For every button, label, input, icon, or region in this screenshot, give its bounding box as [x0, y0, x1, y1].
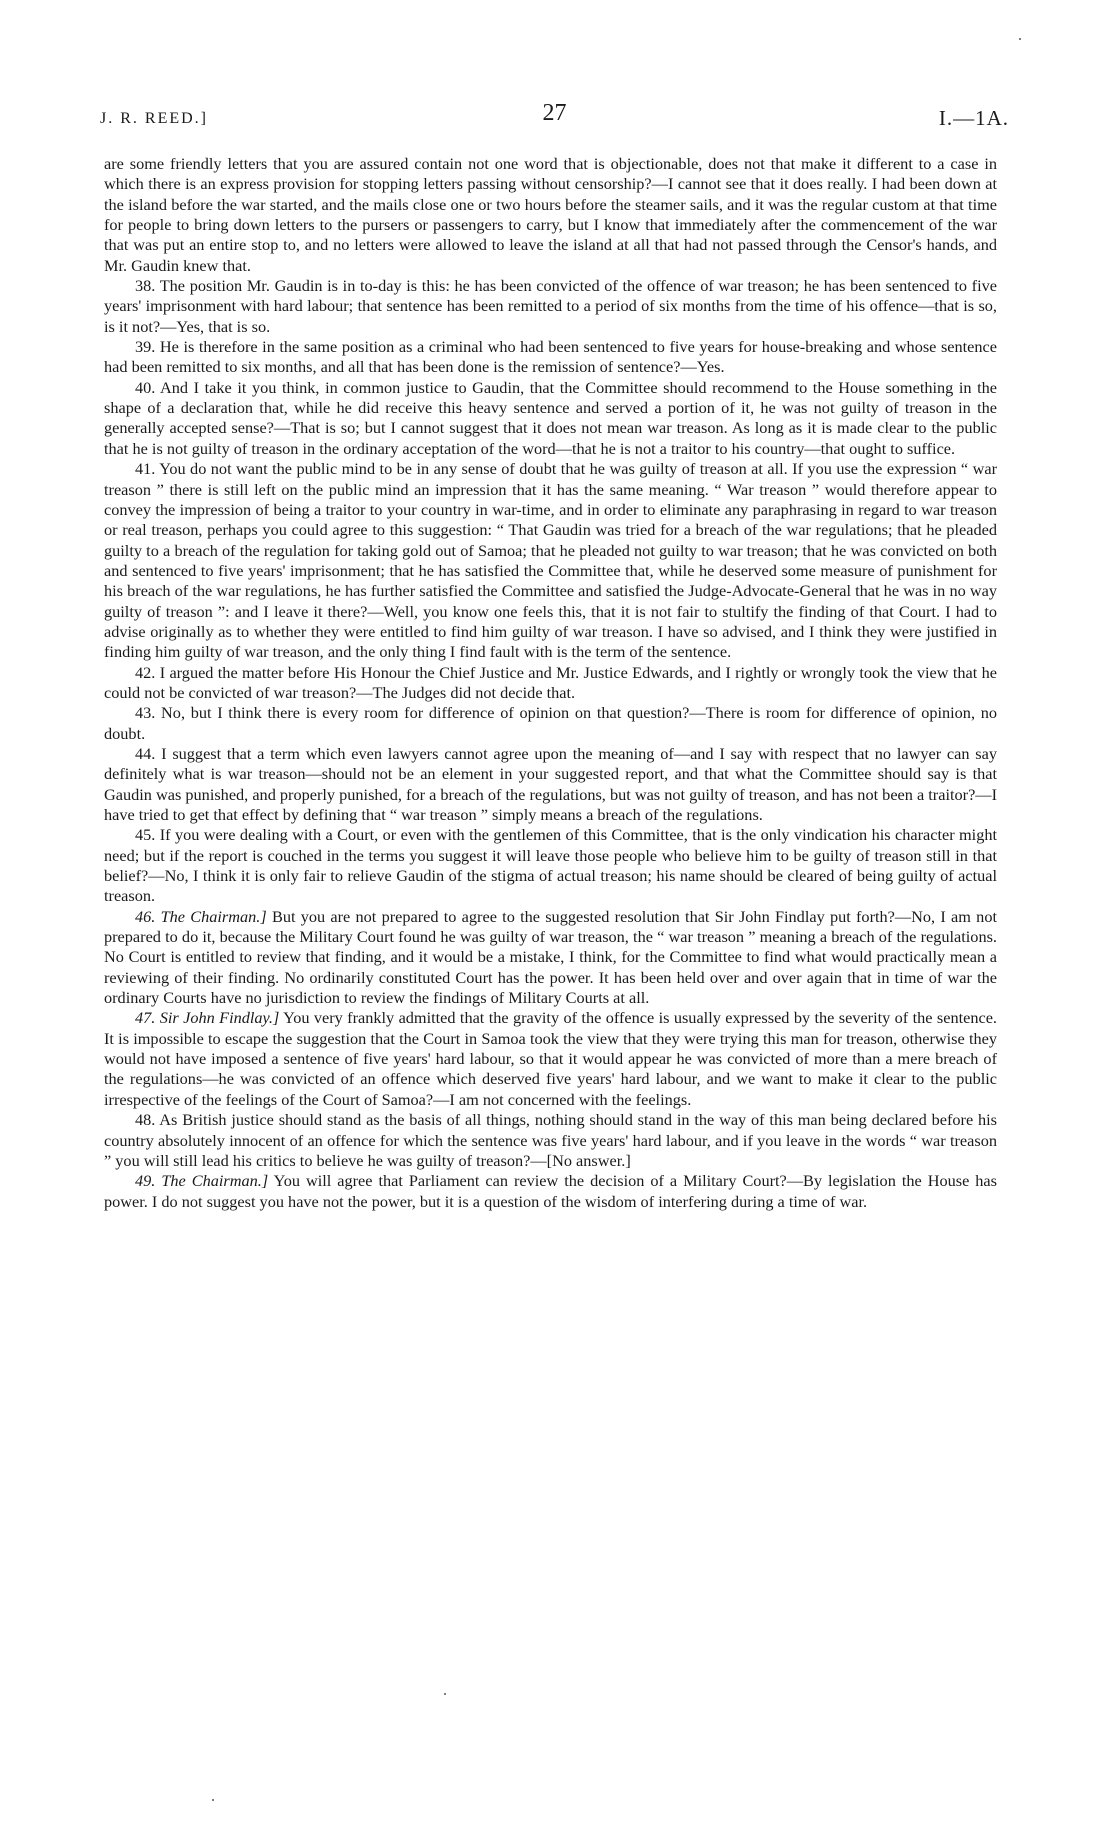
paragraph: 47. Sir John Findlay.] You very frankly admitted that the gravity of the offence is usually expressed by the severity of the sentence. It is impossible to escape the suggestion that the Court in Samoa took the view that they were trying this man for treason, otherwise they would not have imposed a sentence of five years' hard labour, so that it would appear he was convicted of more than a mere breach of the regulations—he was convicted of an offence which deserved five years' hard labour, and we want to make it clear to the public irrespective of the feelings of the Court of Samoa?—I am not concerned with the feelings.	[104, 1008, 997, 1109]
speaker-label: 47. Sir John Findlay.]	[135, 1008, 280, 1028]
page-number: 27	[542, 100, 567, 126]
paragraph: 39. He is therefore in the same position as a criminal who had been sentenced to five years for house-breaking and whose sentence had been remitted to six months, and all that has been done is the remission of sentence?—Yes.	[104, 337, 997, 377]
paragraph: 38. The position Mr. Gaudin is in to-day is this: he has been convicted of the offence of war treason; he has been sentenced to five years' imprisonment with hard labour; that sentence has been remitted to a period of six months from the time of his offence—that is so, is it not?—Yes, that is so.	[104, 276, 997, 336]
paragraph: 48. As British justice should stand as the basis of all things, nothing should stand in the way of this man being declared before his country absolutely innocent of an offence for which the sentence was five years' hard labour, and if you leave in the words “ war treason ” you will still lead his critics to believe he was guilty of treason?—[No answer.]	[104, 1110, 997, 1170]
paragraph: 46. The Chairman.] But you are not prepared to agree to the suggested resolution that Sir John Findlay put forth?—No, I am not prepared to do it, because the Military Court found he was guilty of war treason, the “ war treason ” meaning a breach of the regulations. No Court is entitled to review that finding, and it would be a mistake, I think, for the Committee to find what would practically mean a reviewing of their finding. No ordinarily constituted Court has the power. It has been held over and over again that in time of war the ordinary Courts have no jurisdiction to review the findings of Military Courts at all.	[104, 906, 997, 1008]
paragraph: 49. The Chairman.] You will agree that Parliament can review the decision of a Military Court?—By legislation the House has power. I do not suggest you have not the power, but it is a question of the wisdom of interfering during a time of war.	[104, 1171, 997, 1211]
paragraph: 40. And I take it you think, in common justice to Gaudin, that the Committee should recommend to the House something in the shape of a declaration that, while he did receive this heavy sentence and served a portion of it, he was not guilty of treason in the generally accepted sense?—That is so; but I cannot suggest that it does not mean war treason. As long as it is made clear to the public that he is not guilty of treason in the ordinary acceptation of the word—that he is not a traitor to his country—that ought to suffice.	[104, 377, 997, 458]
document-reference: I.—1A.	[938, 106, 1009, 130]
scan-speck	[444, 1693, 446, 1695]
paragraph: 45. If you were dealing with a Court, or even with the gentlemen of this Committee, that is the only vindication his character might need; but if the report is couched in the terms you suggest it will leave those people who believe him to be guilty of treason still in that belief?—No, I think it is only fair to relieve Gaudin of the stigma of actual treason; his name should be cleared of being guilty of actual treason.	[104, 825, 997, 906]
witness-name: J. R. REED.]	[100, 110, 208, 127]
paragraph: 41. You do not want the public mind to be in any sense of doubt that he was guilty of treason at all. If you use the expression “ war treason ” there is still left on the public mind an impression that it has the same meaning. “ War treason ” would therefore appear to convey the impression of being a traitor to your country in war-time, and in order to eliminate any paraphrasing in regard to war treason or real treason, perhaps you could agree to this suggestion: “ That Gaudin was tried for a breach of the war regulations; that he pleaded guilty to a breach of the regulation for taking gold out of Samoa; that he pleaded not guilty to war treason; that he was convicted on both and sentenced to five years' imprisonment; that he has satisfied the Committee that, while he deserved some measure of punishment for his breach of the war regulations, he has further satisfied the Committee and satisfied the Judge-Advocate-General that he was in no way guilty of treason ”: and I leave it there?—Well, you know one feels this, that it is not fair to stultify the finding of that Court. I had to advise originally as to whether they were entitled to find him guilty of war treason. I have so advised, and I think they were justified in finding him guilty of war treason, and the only thing I find fault with is the term of the sentence.	[104, 459, 997, 662]
paragraph: 44. I suggest that a term which even lawyers cannot agree upon the meaning of—and I say with respect that no lawyer can say definitely what is war treason—should not be an element in your suggested report, and that what the Committee should say is that Gaudin was punished, and properly punished, for a breach of the regulations, but was not guilty of treason, and has not been a traitor?—I have tried to get that effect by defining that “ war treason ” simply means a breach of the regulations.	[104, 743, 997, 824]
scan-speck	[1019, 38, 1021, 40]
document-body	[104, 154, 997, 1212]
speaker-label: 46. The Chairman.]	[135, 906, 267, 926]
speaker-label: 49. The Chairman.]	[135, 1171, 269, 1191]
paragraph: are some friendly letters that you are assured contain not one word that is objectionable, does not that make it different to a case in which there is an express provision for stopping letters passing without censorship?—I cannot see that it does really. I had been down at the island before the war started, and the mails close one or two hours before the steamer sails, and it was the regular custom at that time for people to bring down letters to the pursers or passengers to carry, but I know that immediately after the commencement of the war that was put an entire stop to, and no letters were allowed to leave the island at all that had not passed through the Censor's hands, and Mr. Gaudin knew that.	[104, 154, 997, 275]
scan-speck	[212, 1799, 214, 1801]
paragraph: 43. No, but I think there is every room for difference of opinion on that question?—There is room for difference of opinion, no doubt.	[104, 703, 997, 743]
paragraph: 42. I argued the matter before His Honour the Chief Justice and Mr. Justice Edwards, and I rightly or wrongly took the view that he could not be convicted of war treason?—The Judges did not decide that.	[104, 662, 997, 702]
page-header	[100, 100, 1009, 136]
